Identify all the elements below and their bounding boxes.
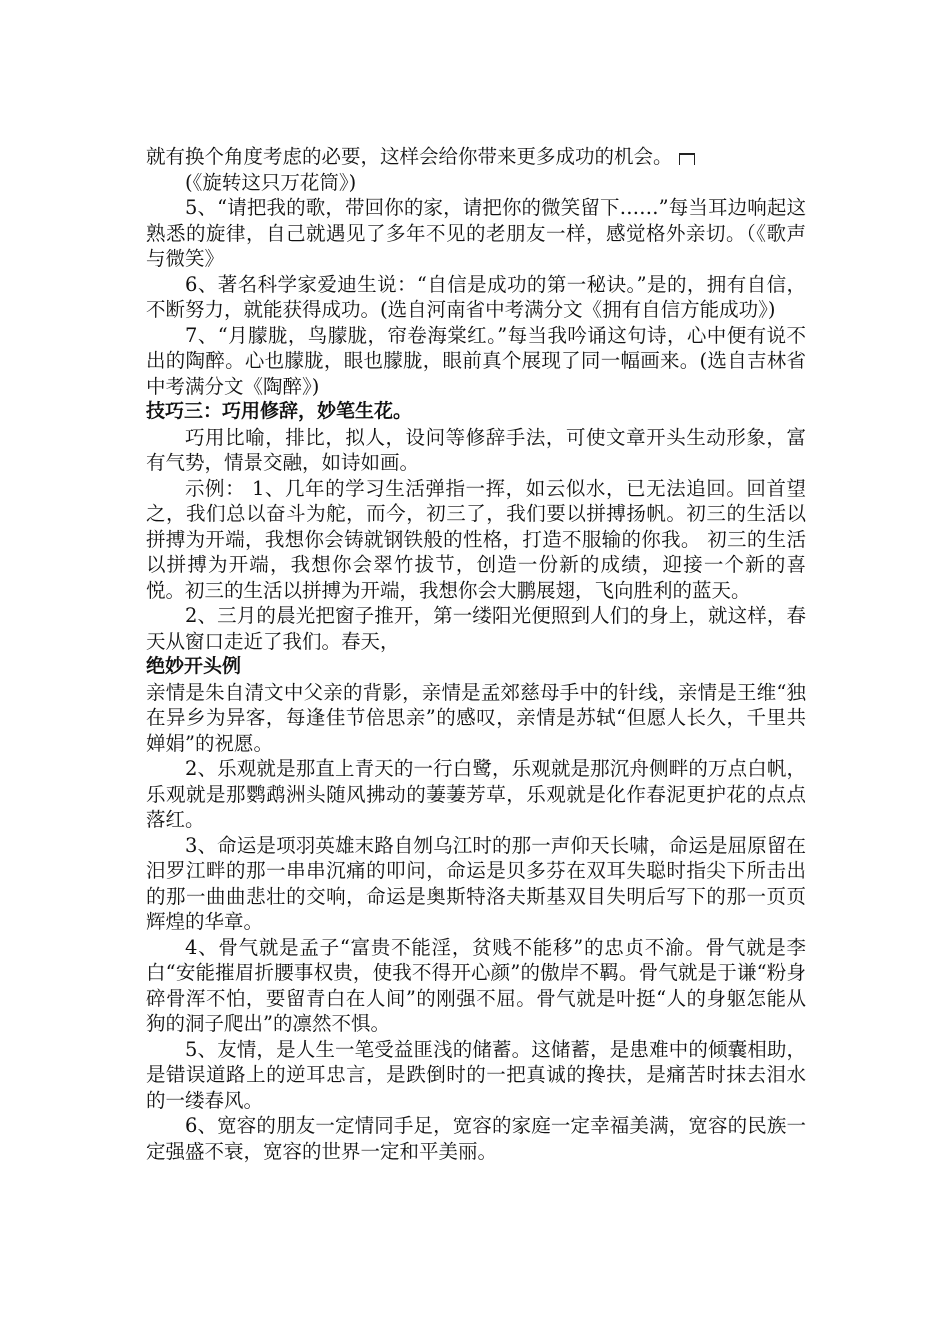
paragraph-16: 6、宽容的朋友一定情同手足，宽容的家庭一定幸福美满，宽容的民族一定强盛不衰，宽容的世界一定和平美丽。 xyxy=(146,1114,806,1163)
document-page xyxy=(146,144,806,1164)
paragraph-4: 6、著名科学家爱迪生说：“自信是成功的第一秘诀。”是的，拥有自信，不断努力，就能获得成功。(选自河南省中考满分文《拥有自信方能成功》) xyxy=(146,272,806,321)
paragraph-12: 2、乐观就是那直上青天的一行白鹭，乐观就是那沉舟侧畔的万点白帆，乐观就是那鹦鹉洲头随风拂动的萋萋芳草，乐观就是化作春泥更护花的点点落红。 xyxy=(146,757,806,831)
corner-mark-icon xyxy=(679,153,695,165)
section-heading-technique-3: 技巧三：巧用修辞，妙笔生花。 xyxy=(146,400,413,422)
paragraph-8: 示例： 1、几年的学习生活弹指一挥，如云似水，已无法追回。回首望之，我们总以奋斗为舵，而今，初三了，我们要以拼搏扬帆。初三的生活以拼搏为开端，我想你会铸就钢铁般的性格，打造不服输的你我。 初三的生活以拼搏为开端，我想你会翠竹拔节，创造一份新的成绩，迎接一个新的喜悦。初三的生活以拼搏为开端，我想你会大鹏展翅，飞向胜利的蓝天。 xyxy=(146,476,806,602)
section-heading-examples: 绝妙开头例 xyxy=(146,655,242,677)
paragraph-5: 7、“月朦胧，鸟朦胧，帘卷海棠红。”每当我吟诵这句诗，心中便有说不出的陶醉。心也朦胧，眼也朦胧，眼前真个展现了同一幅画来。(选自吉林省中考满分文《陶醉》) xyxy=(146,323,806,398)
paragraph-14: 4、骨气就是孟子“富贵不能淫，贫贱不能移”的忠贞不渝。骨气就是李白“安能摧眉折腰事权贵，使我不得开心颜”的傲岸不羁。骨气就是于谦“粉身碎骨浑不怕，要留青白在人间”的刚强不屈。骨气就是叶挺“人的身躯怎能从狗的洞子爬出”的凛然不惧。 xyxy=(146,935,806,1035)
paragraph-1: 就有换个角度考虑的必要，这样会给你带来更多成功的机会。 xyxy=(146,144,806,170)
paragraph-7: 巧用比喻，排比，拟人，设问等修辞手法，可使文章开头生动形象，富有气势，情景交融，如诗如画。 xyxy=(146,425,806,474)
paragraph-3: 5、“请把我的歌，带回你的家，请把你的微笑留下……”每当耳边响起这熟悉的旋律，自己就遇见了多年不见的老朋友一样，感觉格外亲切。（《歌声与微笑》 xyxy=(146,196,806,270)
paragraph-9: 2、三月的晨光把窗子推开，第一缕阳光便照到人们的身上，就这样，春天从窗口走近了我们。春天， xyxy=(146,604,806,653)
paragraph-2: (《旋转这只万花筒》) xyxy=(185,170,357,194)
paragraph-11: 亲情是朱自清文中父亲的背影，亲情是孟郊慈母手中的针线，亲情是王维“独在异乡为异客，每逢佳节倍思亲”的感叹，亲情是苏轼“但愿人长久，千里共婵娟”的祝愿。 xyxy=(146,680,806,755)
paragraph-13: 3、命运是项羽英雄末路自刎乌江时的那一声仰天长啸，命运是屈原留在汨罗江畔的那一串串沉痛的叩问，命运是贝多芬在双耳失聪时指尖下所击出的那一曲曲悲壮的交响，命运是奥斯特洛夫斯基双目失明后写下的那一页页辉煌的华章。 xyxy=(146,833,806,933)
paragraph-15: 5、友情，是人生一笔受益匪浅的储蓄。这储蓄，是患难中的倾囊相助，是错误道路上的逆耳忠言，是跌倒时的一把真诚的搀扶，是痛苦时抹去泪水的一缕春风。 xyxy=(146,1037,806,1112)
